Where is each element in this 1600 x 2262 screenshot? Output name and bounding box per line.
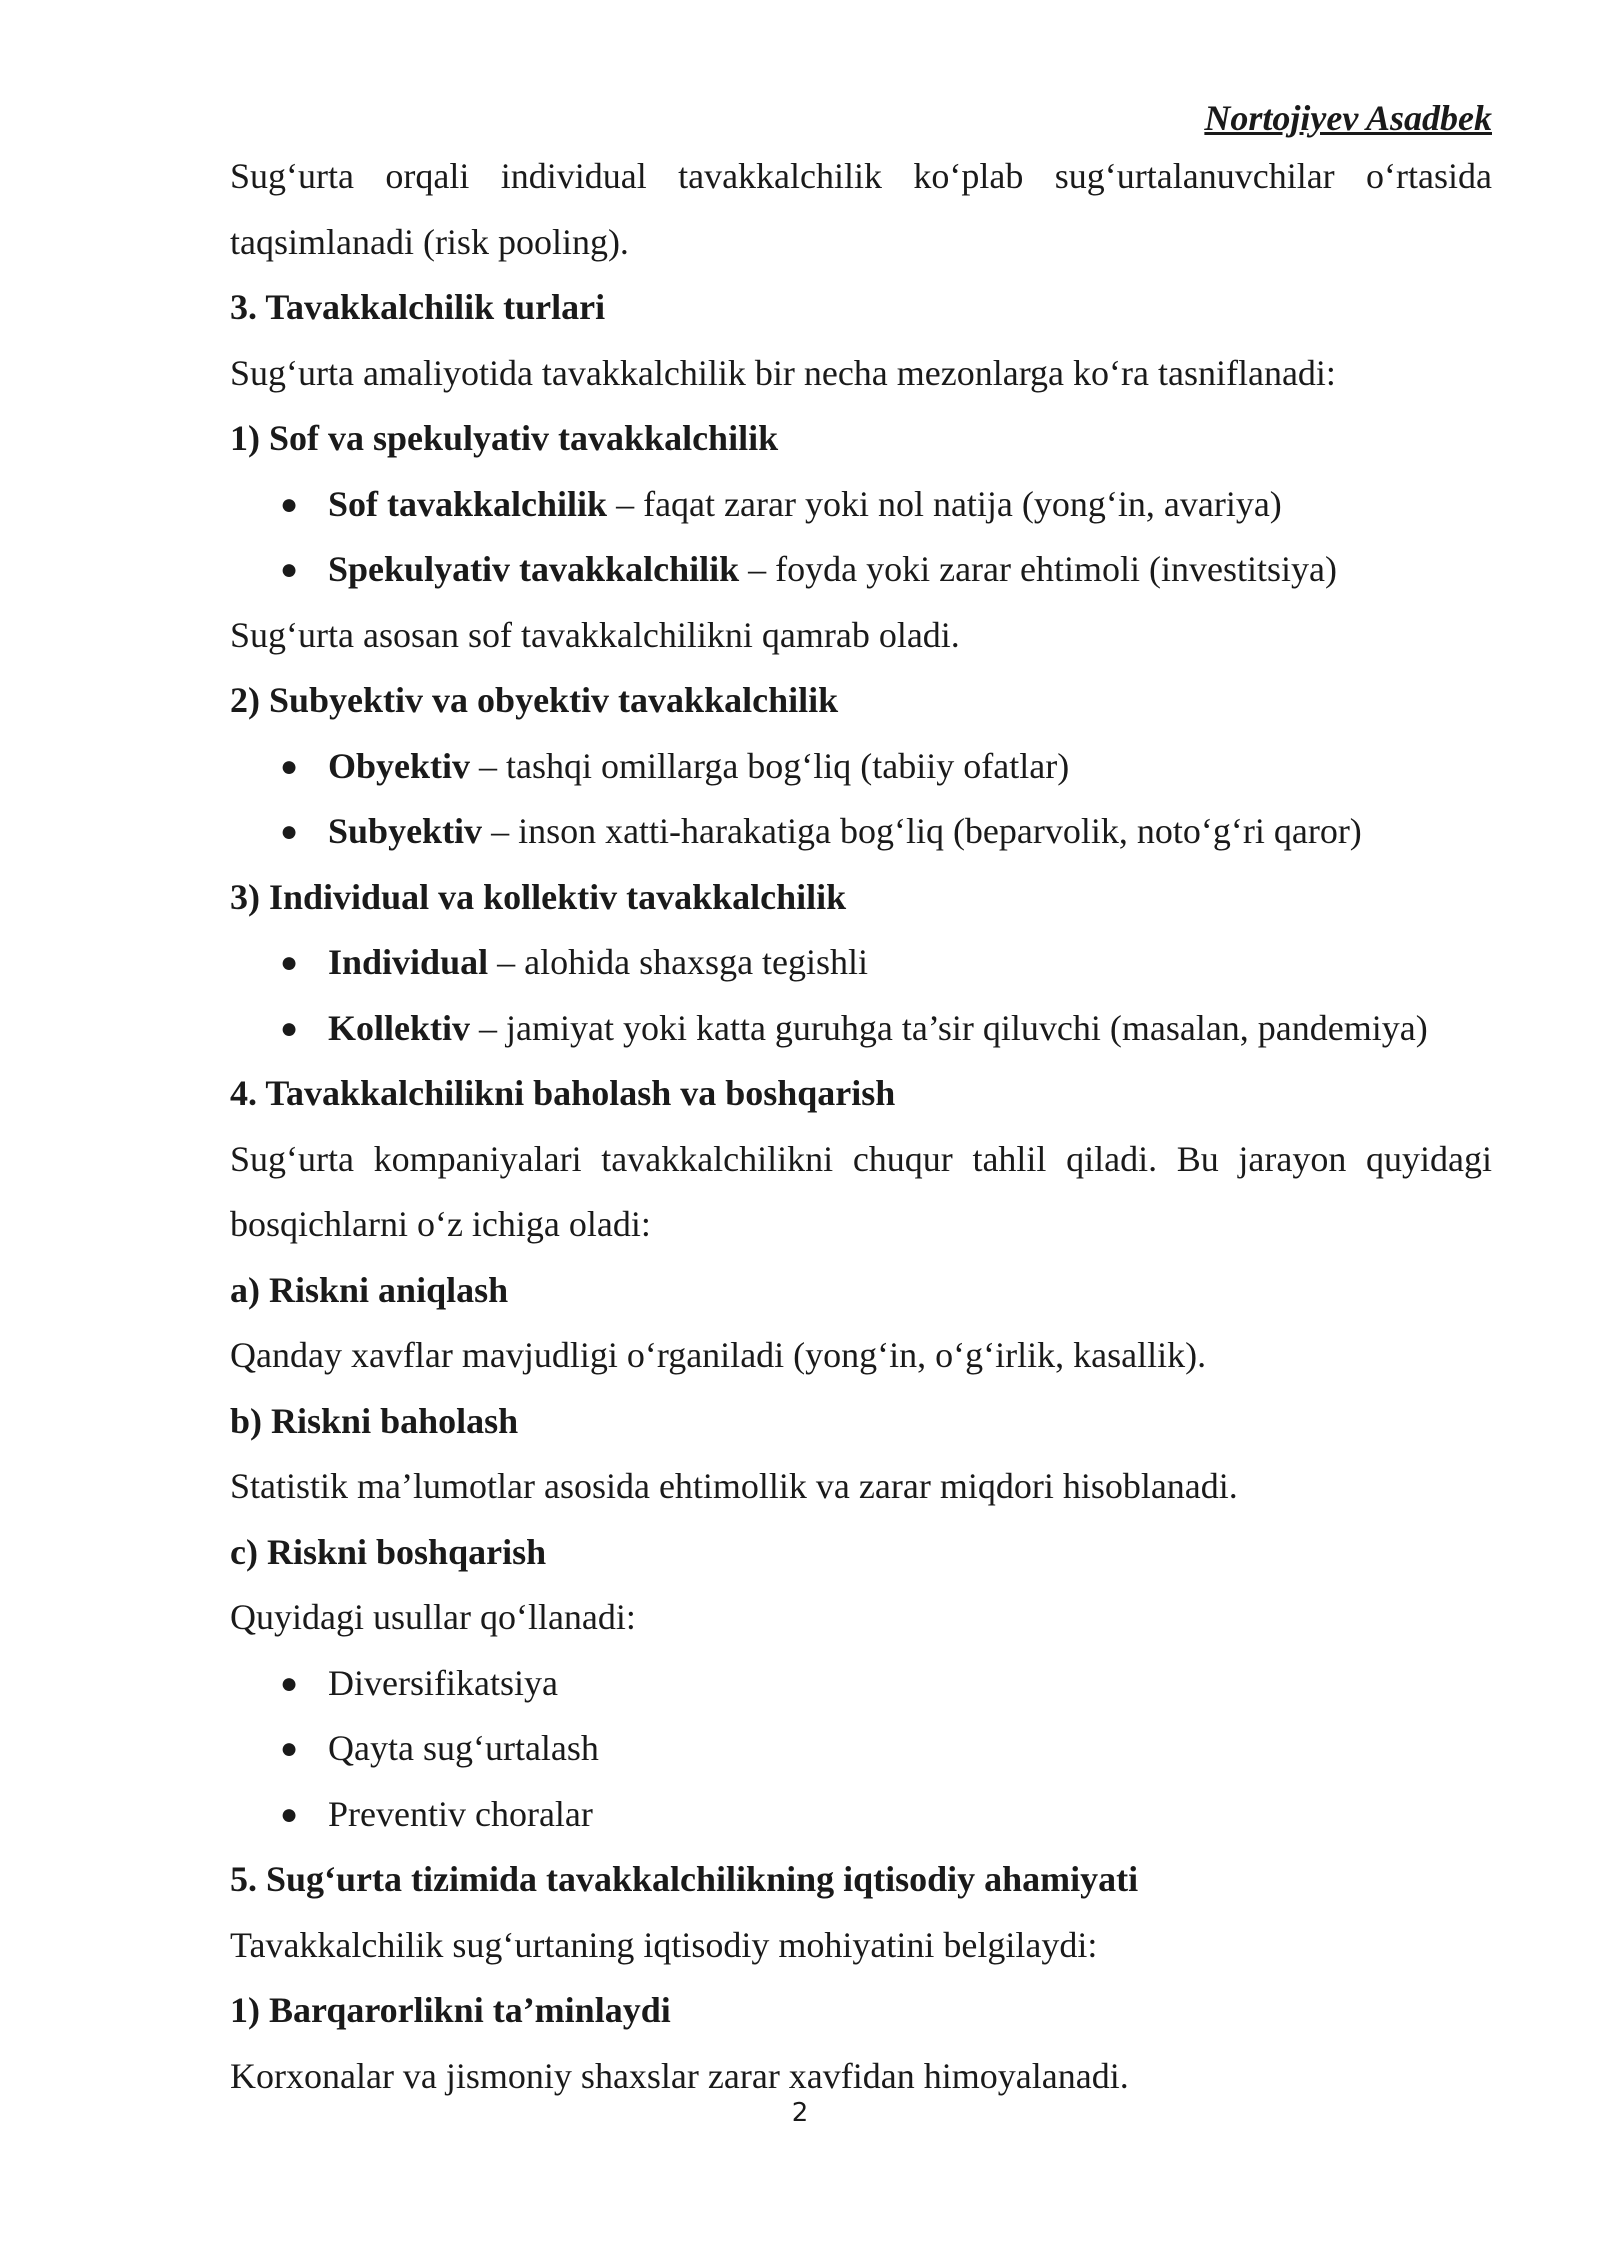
list-item	[230, 1651, 1492, 1717]
list-term: Obyektiv	[328, 745, 471, 786]
section-heading-3: 3. Tavakkalchilik turlari	[230, 287, 606, 327]
list-term: Individual	[328, 942, 489, 982]
list-item	[230, 537, 1492, 603]
list-item	[230, 799, 1492, 865]
subheading-subjective-objective: 2) Subyektiv va obyektiv tavakkalchilik	[230, 680, 839, 720]
list-term: Sof tavakkalchilik	[328, 483, 608, 524]
section-heading-4: 4. Tavakkalchilikni baholash va boshqarish	[230, 1073, 896, 1113]
bullet-icon: ●	[280, 1797, 299, 1831]
list-item	[230, 1782, 1492, 1848]
list-term: Kollektiv	[328, 1007, 470, 1048]
bullet-icon: ●	[280, 1666, 299, 1700]
list-item	[230, 734, 1492, 800]
bullet-icon: ●	[280, 946, 299, 979]
list-item	[230, 472, 1492, 538]
subheading-stability: 1) Barqarorlikni ta’minlaydi	[230, 1990, 671, 2030]
bullet-icon: ●	[280, 1011, 299, 1045]
subheading-risk-identification: a) Riskni aniqlash	[230, 1269, 509, 1310]
list-desc: – tashqi omillarga bog‘liq (tabiiy ofatlar)	[470, 745, 1070, 786]
list-item	[230, 1716, 1492, 1782]
list-item	[230, 996, 1492, 1062]
list-methods	[230, 1651, 1492, 1848]
list-item	[230, 930, 1492, 996]
subheading-pure-speculative: 1) Sof va spekulyativ tavakkalchilik	[230, 418, 779, 458]
list-term: Spekulyativ tavakkalchilik	[328, 549, 740, 589]
paragraph-economic: Tavakkalchilik sug‘urtaning iqtisodiy mohiyatini belgilaydi:	[230, 1924, 1098, 1965]
section-heading-5: 5. Sug‘urta tizimida tavakkalchilikning iqtisodiy ahamiyati	[230, 1859, 1139, 1899]
document-page	[230, 92, 1492, 2109]
paragraph-intro-continued: taqsimlanadi (risk pooling).	[230, 221, 629, 262]
bullet-icon: ●	[280, 1732, 299, 1765]
paragraph-risk-identification: Qanday xavflar mavjudligi o‘rganiladi (yong‘in, o‘g‘irlik, kasallik).	[230, 1335, 1207, 1375]
paragraph-covers: Sug‘urta asosan sof tavakkalchilikni qamrab oladi.	[230, 614, 960, 655]
list-term: Subyektiv	[328, 811, 483, 851]
paragraph-analysis-continued: bosqichlarni o‘z ichiga oladi:	[230, 1204, 651, 1244]
subheading-risk-management: c) Riskni boshqarish	[230, 1531, 547, 1572]
paragraph-intro: Sug‘urta orqali individual tavakkalchilik ko‘plab sug‘urtalanuvchilar o‘rtasida	[230, 156, 1492, 196]
list-individual-collective	[230, 930, 1492, 1061]
paragraph-risk-assessment: Statistik ma’lumotlar asosida ehtimollik va zarar miqdori hisoblanadi.	[230, 1466, 1238, 1506]
paragraph-stability: Korxonalar va jismoniy shaxslar zarar xavfidan himoyalanadi.	[230, 2055, 1129, 2096]
page-number: 2	[791, 2098, 809, 2128]
paragraph-classify: Sug‘urta amaliyotida tavakkalchilik bir necha mezonlarga ko‘ra tasniflanadi:	[230, 352, 1336, 393]
list-subjective-objective	[230, 734, 1492, 865]
list-desc: – faqat zarar yoki nol natija (yong‘in, avariya)	[607, 483, 1282, 524]
list-text: Qayta sug‘urtalash	[328, 1728, 599, 1768]
subheading-risk-assessment: b) Riskni baholash	[230, 1400, 519, 1441]
paragraph-risk-management: Quyidagi usullar qo‘llanadi:	[230, 1597, 636, 1637]
list-desc: – alohida shaxsga tegishli	[488, 942, 869, 982]
list-desc: – foyda yoki zarar ehtimoli (investitsiya)	[739, 549, 1337, 589]
bullet-icon: ●	[280, 749, 299, 783]
bullet-icon: ●	[280, 815, 299, 848]
list-text: Preventiv choralar	[328, 1793, 593, 1834]
paragraph-analysis: Sug‘urta kompaniyalari tavakkalchilikni chuqur tahlil qiladi. Bu jarayon quyidagi	[230, 1138, 1492, 1179]
list-desc: – inson xatti-harakatiga bog‘liq (beparvolik, noto‘g‘ri qaror)	[482, 811, 1362, 851]
bullet-icon: ●	[280, 487, 299, 521]
list-desc: – jamiyat yoki katta guruhga ta’sir qiluvchi (masalan, pandemiya)	[470, 1007, 1428, 1048]
list-pure-speculative	[230, 472, 1492, 603]
bullet-icon: ●	[280, 553, 299, 586]
subheading-individual-collective: 3) Individual va kollektiv tavakkalchilik	[230, 876, 847, 917]
list-text: Diversifikatsiya	[328, 1662, 558, 1703]
header-author: Nortojiyev Asadbek	[1204, 98, 1492, 138]
